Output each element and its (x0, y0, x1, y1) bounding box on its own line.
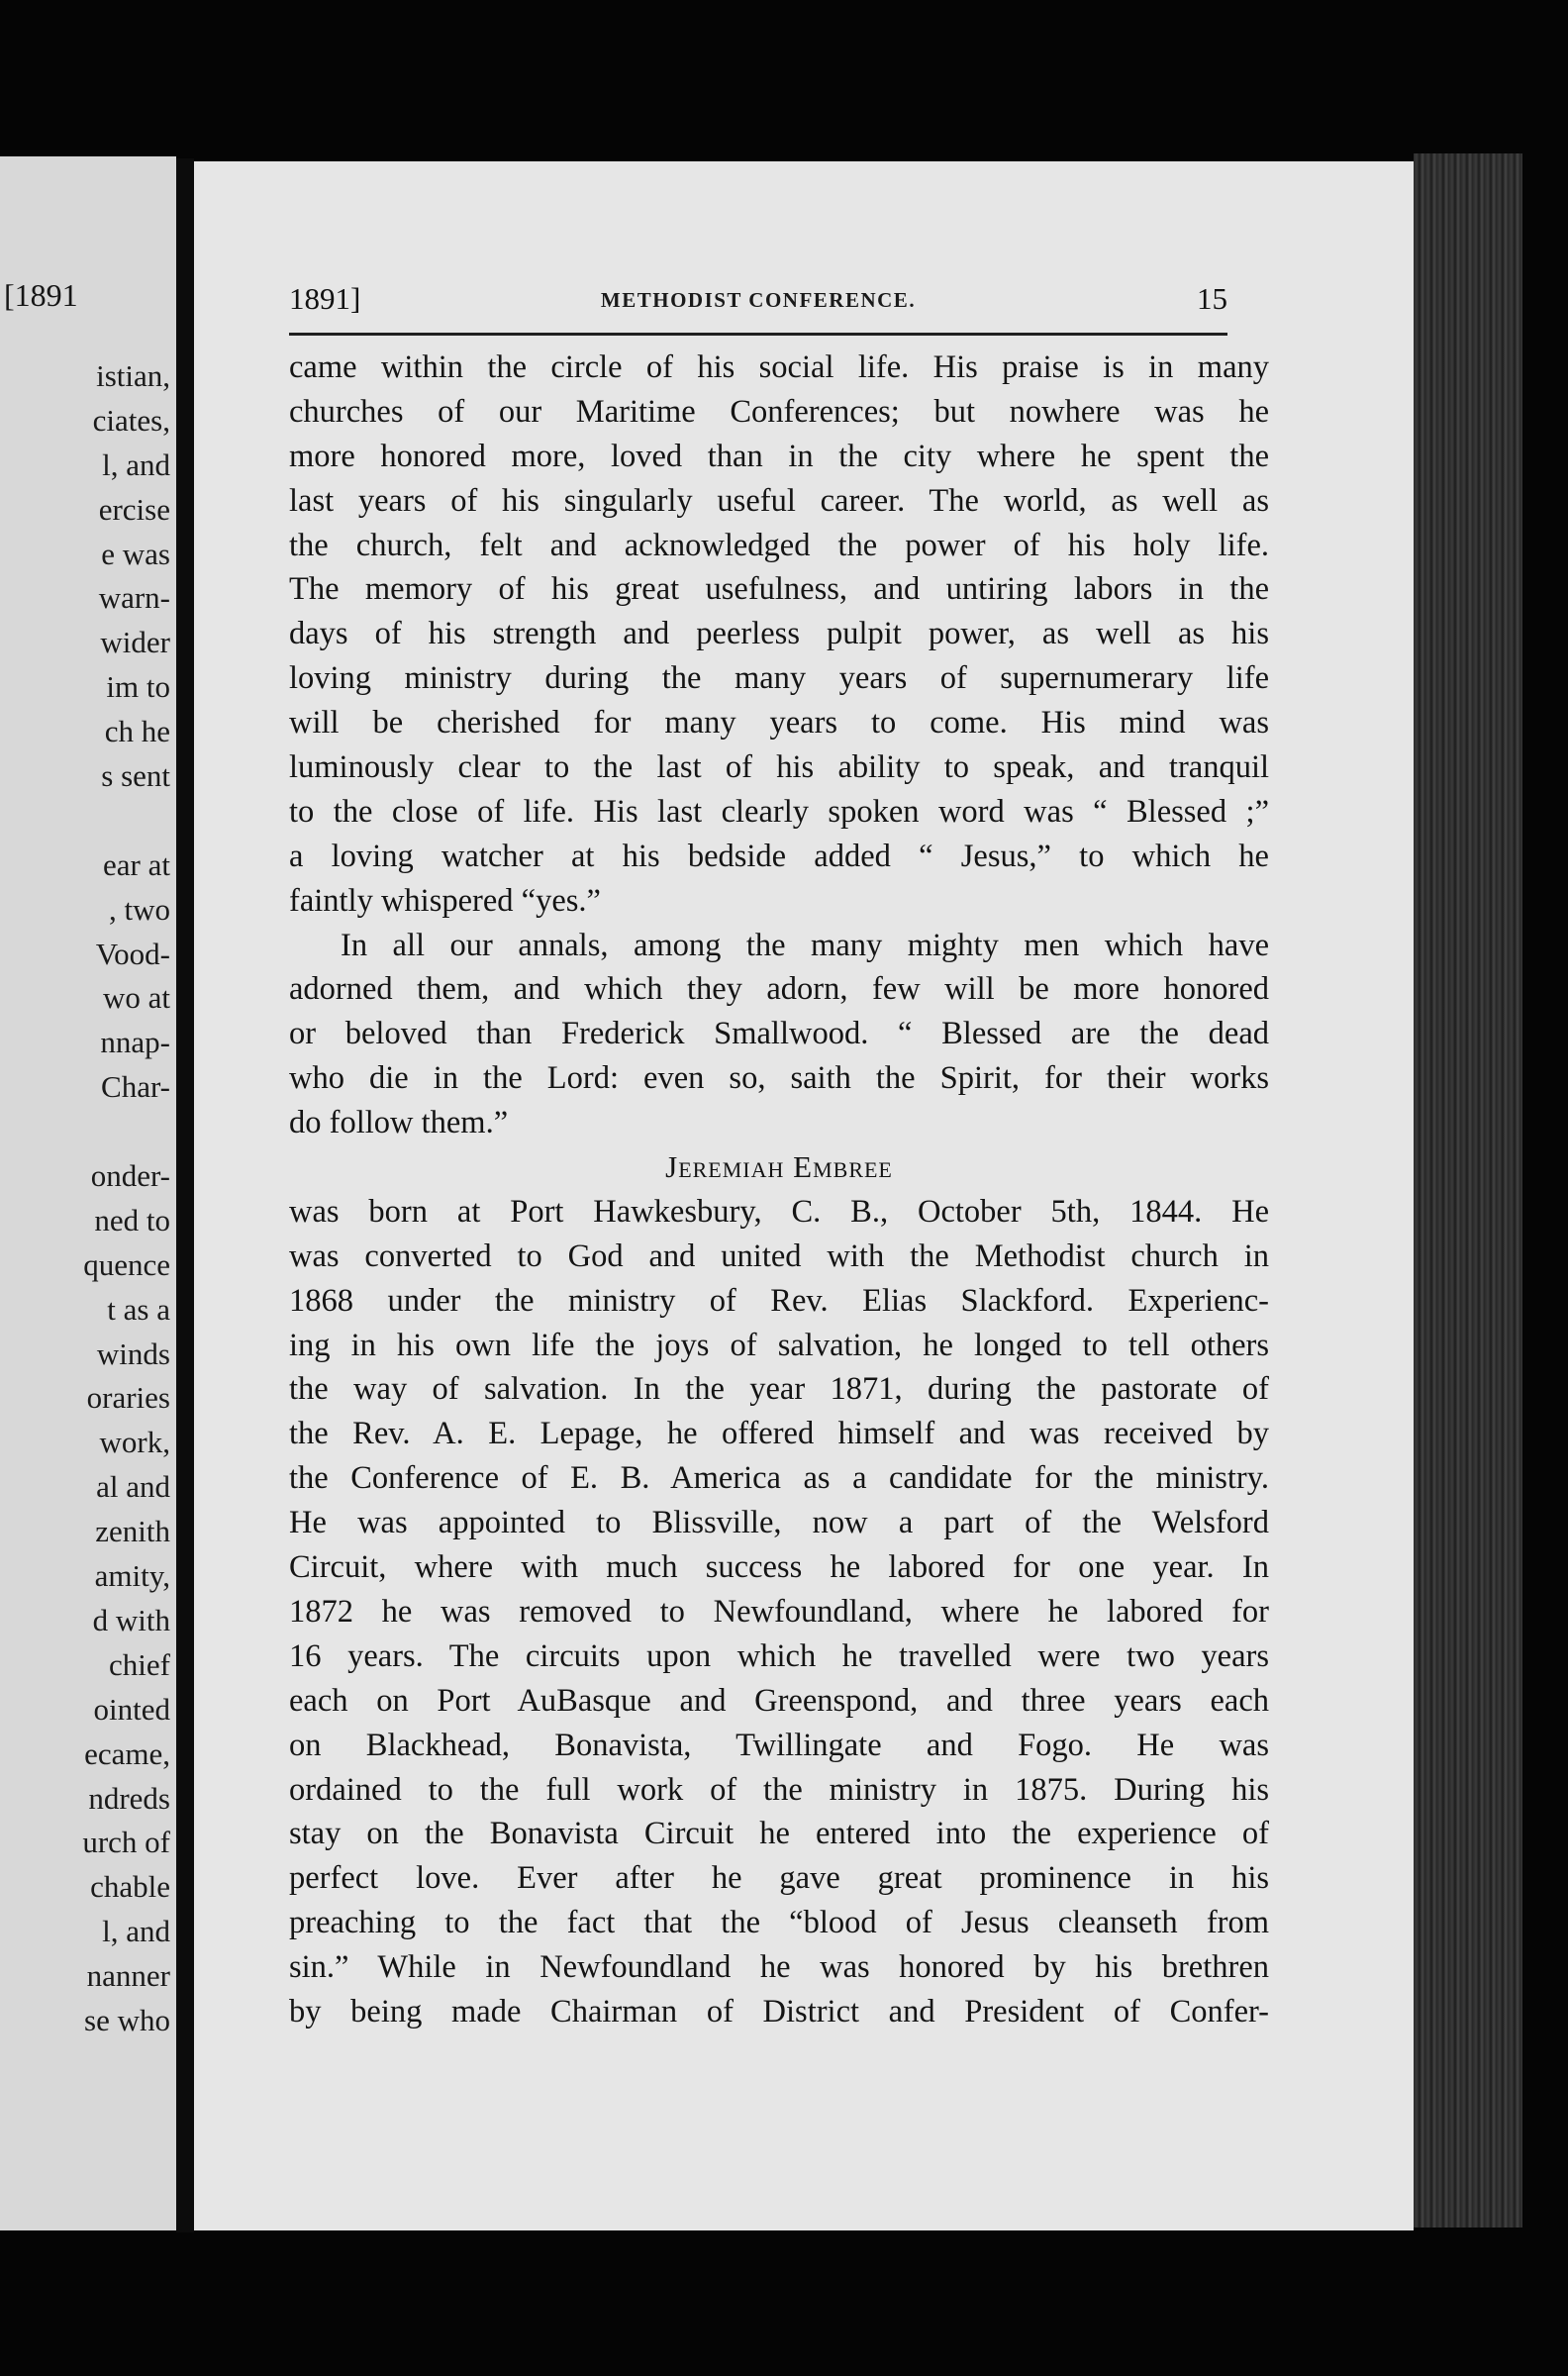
text-line: will be cherished for many years to come. His mind was (289, 705, 1269, 742)
left-page-line: nanner (86, 1958, 170, 1994)
running-header (289, 281, 1227, 321)
text-line: 16 years. The circuits upon which he travelled were two years (289, 1637, 1269, 1674)
body-text (289, 346, 1269, 2034)
left-page-line: e was (101, 536, 170, 571)
left-page-line: warn- (98, 580, 170, 616)
left-page-line: nnap- (100, 1025, 170, 1060)
left-page-line: ercise (98, 491, 170, 527)
text-line: sin.” While in Newfoundland he was honored by his brethren (289, 1949, 1269, 1986)
left-page-line: , two (109, 891, 170, 927)
text-line: adorned them, and which they adorn, few will be more honored (289, 971, 1269, 1008)
book-page-edges (1414, 153, 1522, 2228)
left-page-line: ointed (93, 1691, 170, 1727)
header-rule (289, 333, 1227, 336)
left-page-line: quence (83, 1246, 170, 1282)
text-line: on Blackhead, Bonavista, Twillingate and Fogo. He was (289, 1727, 1269, 1763)
left-page-line (0, 799, 170, 843)
book-gutter (176, 158, 194, 2232)
text-line: or beloved than Frederick Smallwood. “ Blessed are the dead (289, 1016, 1269, 1052)
left-page-text (0, 354, 170, 2043)
text-line: loving ministry during the many years of supernumerary life (289, 660, 1269, 697)
text-line: who die in the Lord: even so, saith the Spirit, for their works (289, 1060, 1269, 1097)
text-line: churches of our Maritime Conferences; but nowhere was he (289, 393, 1269, 430)
text-line: the church, felt and acknowledged the power of his holy life. (289, 527, 1269, 563)
text-line: He was appointed to Blissville, now a part of the Welsford (289, 1505, 1269, 1541)
left-page-line: l, and (102, 446, 170, 482)
left-page-line: amity, (94, 1558, 170, 1594)
left-page-line: l, and (102, 1914, 170, 1949)
text-line: more honored more, loved than in the city where he spent the (289, 438, 1269, 474)
left-page-header: [1891 (4, 277, 78, 313)
text-line: 1872 he was removed to Newfoundland, where he labored for (289, 1593, 1269, 1630)
text-line: luminously clear to the last of his ability to speak, and tranquil (289, 749, 1269, 786)
text-line: to the close of life. His last clearly spoken word was “ Blessed ;” (289, 793, 1269, 830)
left-page-line: ear at (103, 846, 170, 882)
left-page-fragment (0, 156, 176, 2230)
text-line: ing in his own life the joys of salvation, he longed to tell others (289, 1327, 1269, 1363)
text-line: stay on the Bonavista Circuit he entered into the experience of (289, 1816, 1269, 1852)
text-line: ordained to the full work of the ministry in 1875. During his (289, 1771, 1269, 1808)
left-page-line: t as a (107, 1291, 170, 1327)
header-title: METHODIST CONFERENCE. (600, 288, 917, 312)
left-page-line: winds (96, 1336, 170, 1371)
left-page-line: ned to (94, 1202, 170, 1238)
left-page-line: ecame, (84, 1735, 170, 1771)
left-page-line: onder- (90, 1158, 170, 1194)
left-page-line: wider (100, 625, 170, 660)
left-page-line: Vood- (95, 936, 170, 971)
text-line: last years of his singularly useful career. The world, as well as (289, 482, 1269, 519)
left-page-line: s sent (101, 758, 170, 794)
left-page-line: istian, (96, 358, 170, 393)
text-line: preaching to the fact that the “blood of Jesus cleanseth from (289, 1905, 1269, 1941)
left-page-line: Char- (101, 1069, 170, 1105)
text-line: was born at Port Hawkesbury, C. B., October 5th, 1844. He (289, 1193, 1269, 1230)
left-page-line: d with (92, 1602, 170, 1637)
text-line: faintly whispered “yes.” (289, 882, 601, 919)
left-page-line: oraries (86, 1380, 170, 1416)
left-page-line: ciates, (92, 402, 170, 438)
left-page-line: se who (84, 2002, 170, 2037)
left-page-line: urch of (82, 1825, 170, 1860)
left-page-line: zenith (95, 1514, 170, 1549)
left-page-line: work, (99, 1425, 170, 1460)
left-page-line: ndreds (88, 1780, 170, 1816)
left-page-line: al and (96, 1469, 170, 1505)
section-heading: Jeremiah Embree (665, 1149, 893, 1185)
text-line: the Conference of E. B. America as a candidate for the ministry. (289, 1460, 1269, 1497)
text-line: do follow them.” (289, 1105, 509, 1141)
text-line: the Rev. A. E. Lepage, he offered himself and was received by (289, 1416, 1269, 1452)
left-page-line: im to (106, 669, 170, 705)
left-page-line: wo at (102, 980, 170, 1016)
left-page-line (0, 1110, 170, 1154)
text-line: by being made Chairman of District and President of Confer- (289, 1993, 1269, 2030)
left-page-line: chief (109, 1646, 170, 1682)
left-page-line: ch he (104, 714, 170, 749)
text-line: came within the circle of his social life. His praise is in many (289, 349, 1269, 385)
text-line: In all our annals, among the many mighty men which have (341, 927, 1269, 963)
text-line: was converted to God and united with the Methodist church in (289, 1238, 1269, 1274)
text-line: the way of salvation. In the year 1871, during the pastorate of (289, 1371, 1269, 1408)
right-page (194, 161, 1414, 2230)
header-year: 1891] (289, 281, 361, 316)
text-line: 1868 under the ministry of Rev. Elias Slackford. Experienc- (289, 1282, 1269, 1319)
text-line: each on Port AuBasque and Greenspond, and three years each (289, 1682, 1269, 1719)
page-number: 15 (1197, 281, 1227, 316)
text-line: days of his strength and peerless pulpit power, as well as his (289, 616, 1269, 652)
left-page-line: chable (90, 1869, 170, 1905)
text-line: perfect love. Ever after he gave great prominence in his (289, 1860, 1269, 1897)
text-line: The memory of his great usefulness, and untiring labors in the (289, 571, 1269, 608)
text-line: Circuit, where with much success he labored for one year. In (289, 1549, 1269, 1586)
text-line: a loving watcher at his bedside added “ Jesus,” to which he (289, 838, 1269, 874)
